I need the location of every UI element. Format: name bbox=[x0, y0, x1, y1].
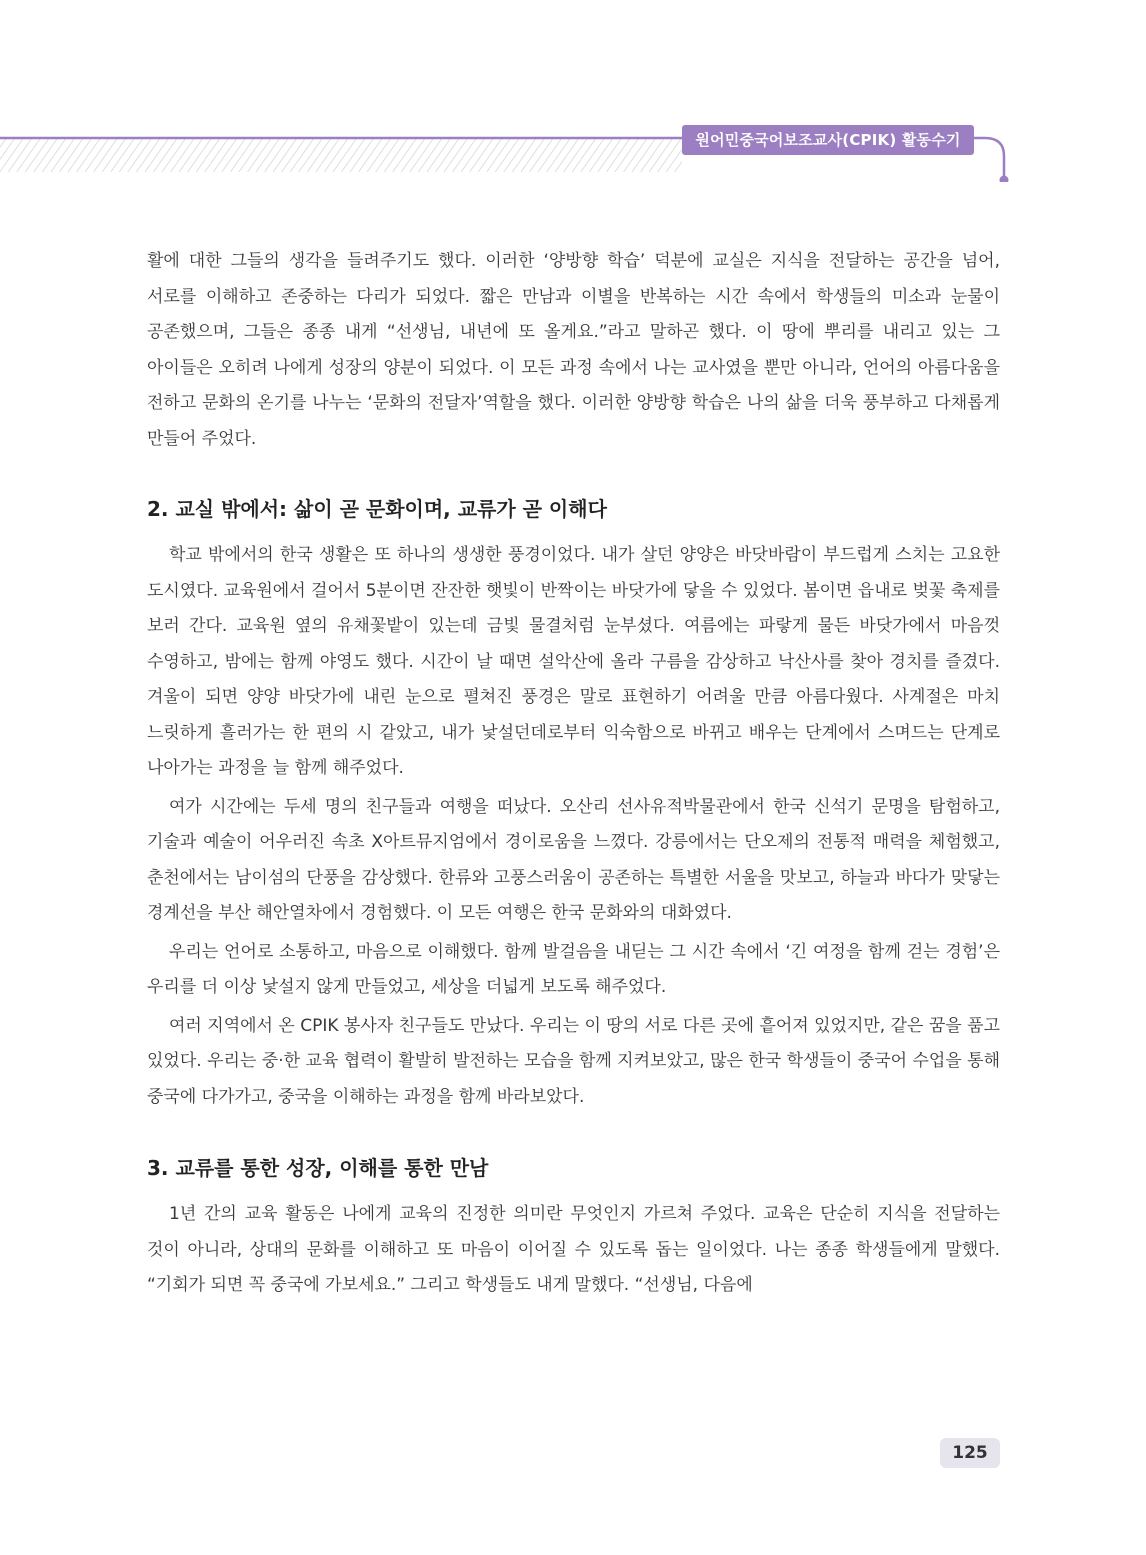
opening-paragraph: 활에 대한 그들의 생각을 들려주기도 했다. 이러한 ‘양방향 학습’ 덕분에 교실은 지식을 전달하는 공간을 넘어, 서로를 이해하고 존중하는 다리가 되었다. 짧은 만남과 이별을 반복하는 시간 속에서 학생들의 미소과 눈물이 공존했으며, 그들은 종종 내게 “선생님, 내년에 또 올게요.”라고 말하곤 했다. 이 땅에 뿌리를 내리고 있는 그 아이들은 오히려 나에게 성장의 양분이 되었다. 이 모든 과정 속에서 나는 교사였을 뿐만 아니라, 언어의 아름다움을 전하고 문화의 온기를 나누는 ‘문화의 전달자’역할을 했다. 이러한 양방향 학습은 나의 삶을 더욱 풍부하고 다채롭게 만들어 주었다. bbox=[147, 251, 1000, 449]
page-number: 125 bbox=[940, 1438, 1000, 1468]
page-content bbox=[147, 244, 1000, 1304]
section-2-paragraph-3: 우리는 언어로 소통하고, 마음으로 이해했다. 함께 발걸음을 내딛는 그 시간 속에서 ‘긴 여정을 함께 걷는 경험’은 우리를 더 이상 낯설지 않게 만들었고, 세상을 더넓게 보도록 해주었다. bbox=[147, 941, 1000, 997]
running-header-label: 원어민중국어보조교사(CPIK) 활동수기 bbox=[682, 125, 974, 155]
section-2-paragraph-1: 학교 밖에서의 한국 생활은 또 하나의 생생한 풍경이었다. 내가 살던 양양은 바닷바람이 부드럽게 스치는 고요한 도시였다. 교육원에서 걸어서 5분이면 잔잔한 햇빛이 반짝이는 바닷가에 닿을 수 있었다. 봄이면 읍내로 벚꽃 축제를 보러 간다. 교육원 옆의 유채꽃밭이 있는데 금빛 물결처럼 눈부셨다. 여름에는 파랗게 물든 바닷가에서 마음껏 수영하고, 밤에는 함께 야영도 했다. 시간이 날 때면 설악산에 올라 구름을 감상하고 낙산사를 찾아 경치를 즐겼다. 겨울이 되면 양양 바닷가에 내린 눈으로 펼쳐진 풍경은 말로 표현하기 어려울 만큼 아름다웠다. 사계절은 마치 느릿하게 흘러가는 한 편의 시 같았고, 내가 낯설던데로부터 익숙함으로 바뀌고 배우는 단계에서 스며드는 단계로 나아가는 과정을 늘 함께 해주었다. bbox=[147, 545, 1000, 778]
section-3-heading: 3. 교류를 통한 성장, 이해를 통한 만남 bbox=[147, 1156, 489, 1180]
section-2-paragraph-2: 여가 시간에는 두세 명의 친구들과 여행을 떠났다. 오산리 선사유적박물관에서 한국 신석기 문명을 탐험하고, 기술과 예술이 어우러진 속초 X아트뮤지엄에서 경이로움을 느꼈다. 강릉에서는 단오제의 전통적 매력을 체험했고, 춘천에서는 남이섬의 단풍을 감상했다. 한류와 고풍스러움이 공존하는 특별한 서울을 맛보고, 하늘과 바다가 맞닿는 경계선을 부산 해안열차에서 경험했다. 이 모든 여행은 한국 문화와의 대화였다. bbox=[147, 796, 1000, 923]
section-2-heading: 2. 교실 밖에서: 삶이 곧 문화이며, 교류가 곧 이해다 bbox=[147, 497, 607, 521]
section-3-paragraph-1: 1년 간의 교육 활동은 나에게 교육의 진정한 의미란 무엇인지 가르쳐 주었다. 교육은 단순히 지식을 전달하는 것이 아니라, 상대의 문화를 이해하고 또 마음이 이어질 수 있도록 돕는 일이었다. 나는 종종 학생들에게 말했다. “기회가 되면 꼭 중국에 가보세요.” 그리고 학생들도 내게 말했다. “선생님, 다음에 bbox=[147, 1204, 1000, 1295]
section-2-paragraph-4: 여러 지역에서 온 CPIK 봉사자 친구들도 만났다. 우리는 이 땅의 서로 다른 곳에 흩어져 있었지만, 같은 꿈을 품고 있었다. 우리는 중·한 교육 협력이 활발히 발전하는 모습을 함께 지켜보았고, 많은 한국 학생들이 중국어 수업을 통해 중국에 다가가고, 중국을 이해하는 과정을 함께 바라보았다. bbox=[147, 1015, 1000, 1107]
